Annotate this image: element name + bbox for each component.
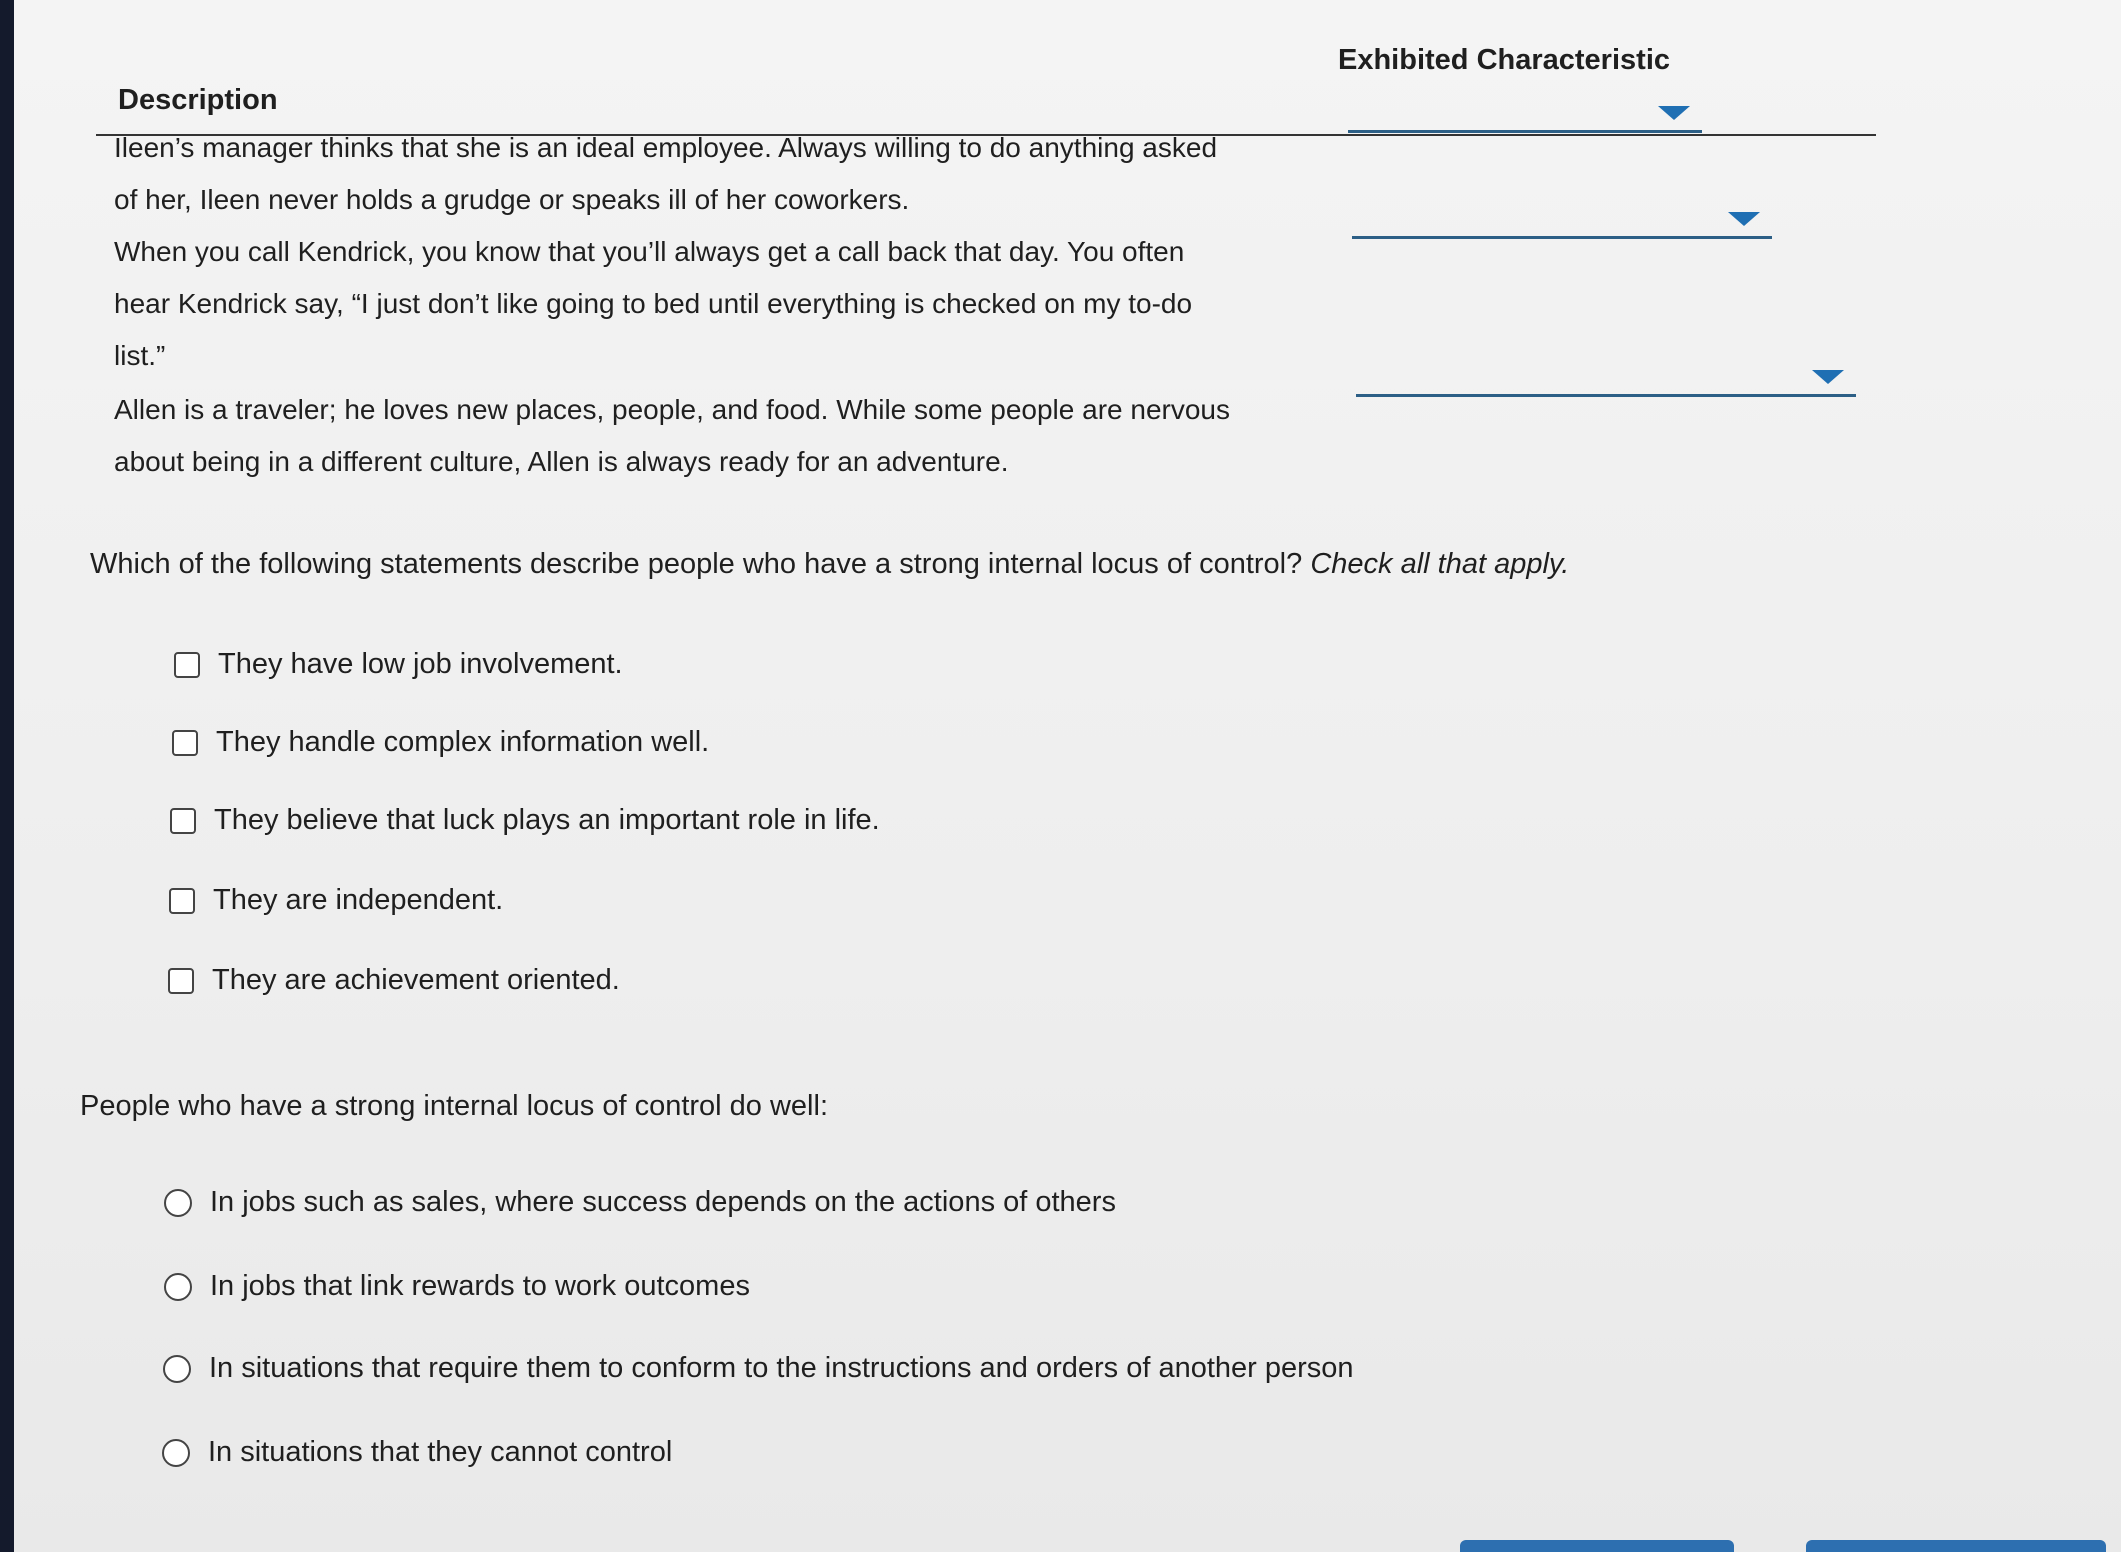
description-line: Allen is a traveler; he loves new places, people, and food. While some people are nervous — [114, 394, 1230, 425]
radio-option-2[interactable] — [164, 1270, 750, 1303]
question-1-text: Which of the following statements describe people who have a strong internal locus of control? — [90, 548, 1303, 580]
description-row-2 — [114, 226, 1314, 382]
option-label: In jobs that link rewards to work outcomes — [210, 1270, 750, 1302]
description-row-1 — [114, 122, 1314, 226]
radio-option-4[interactable] — [162, 1436, 672, 1469]
question-2-prompt: People who have a strong internal locus of control do well: — [80, 1090, 828, 1122]
radio-button[interactable] — [164, 1273, 192, 1301]
characteristic-dropdown-2[interactable] — [1352, 206, 1772, 239]
checkbox[interactable] — [170, 808, 196, 834]
checkbox[interactable] — [174, 652, 200, 678]
checkbox-option-4[interactable] — [169, 884, 503, 917]
chevron-down-icon — [1658, 106, 1690, 120]
characteristic-dropdown-3[interactable] — [1356, 364, 1856, 397]
description-line: list.” — [114, 340, 166, 371]
bottom-button-partial[interactable] — [1460, 1540, 1734, 1552]
checkbox[interactable] — [168, 968, 194, 994]
question-1-prompt — [90, 548, 1569, 581]
description-line: hear Kendrick say, “I just don’t like going to bed until everything is checked on my to-do — [114, 288, 1193, 319]
option-label: They handle complex information well. — [216, 726, 710, 758]
description-line: about being in a different culture, Allen is always ready for an adventure. — [114, 446, 1009, 477]
description-line: of her, Ileen never holds a grudge or speaks ill of her coworkers. — [114, 184, 910, 215]
checkbox-option-3[interactable] — [170, 804, 880, 837]
option-label: They believe that luck plays an important role in life. — [214, 804, 880, 836]
radio-option-3[interactable] — [163, 1352, 1354, 1385]
description-row-3 — [114, 384, 1314, 488]
option-label: In situations that require them to conform to the instructions and orders of another person — [209, 1352, 1354, 1384]
checkbox[interactable] — [172, 730, 198, 756]
radio-option-1[interactable] — [164, 1186, 1116, 1219]
question-1-instruction: Check all that apply. — [1310, 548, 1570, 580]
option-label: In situations that they cannot control — [208, 1436, 673, 1468]
header-description: Description — [118, 84, 278, 116]
radio-button[interactable] — [162, 1439, 190, 1467]
option-label: They have low job involvement. — [218, 648, 623, 680]
bottom-button-partial[interactable] — [1806, 1540, 2106, 1552]
option-label: They are independent. — [213, 884, 504, 916]
screen-edge — [0, 0, 14, 1552]
checkbox-option-1[interactable] — [174, 648, 623, 681]
description-line: Ileen’s manager thinks that she is an ideal employee. Always willing to do anything asked — [114, 132, 1218, 163]
checkbox-option-5[interactable] — [168, 964, 620, 997]
chevron-down-icon — [1812, 370, 1844, 384]
radio-button[interactable] — [163, 1355, 191, 1383]
characteristic-dropdown-1[interactable] — [1348, 100, 1702, 133]
header-exhibited-characteristic: Exhibited Characteristic — [1338, 44, 1670, 76]
option-label: They are achievement oriented. — [212, 964, 620, 996]
option-label: In jobs such as sales, where success depends on the actions of others — [210, 1186, 1116, 1218]
checkbox-option-2[interactable] — [172, 726, 709, 759]
chevron-down-icon — [1728, 212, 1760, 226]
radio-button[interactable] — [164, 1189, 192, 1217]
checkbox[interactable] — [169, 888, 195, 914]
description-line: When you call Kendrick, you know that you’ll always get a call back that day. You often — [114, 236, 1185, 267]
